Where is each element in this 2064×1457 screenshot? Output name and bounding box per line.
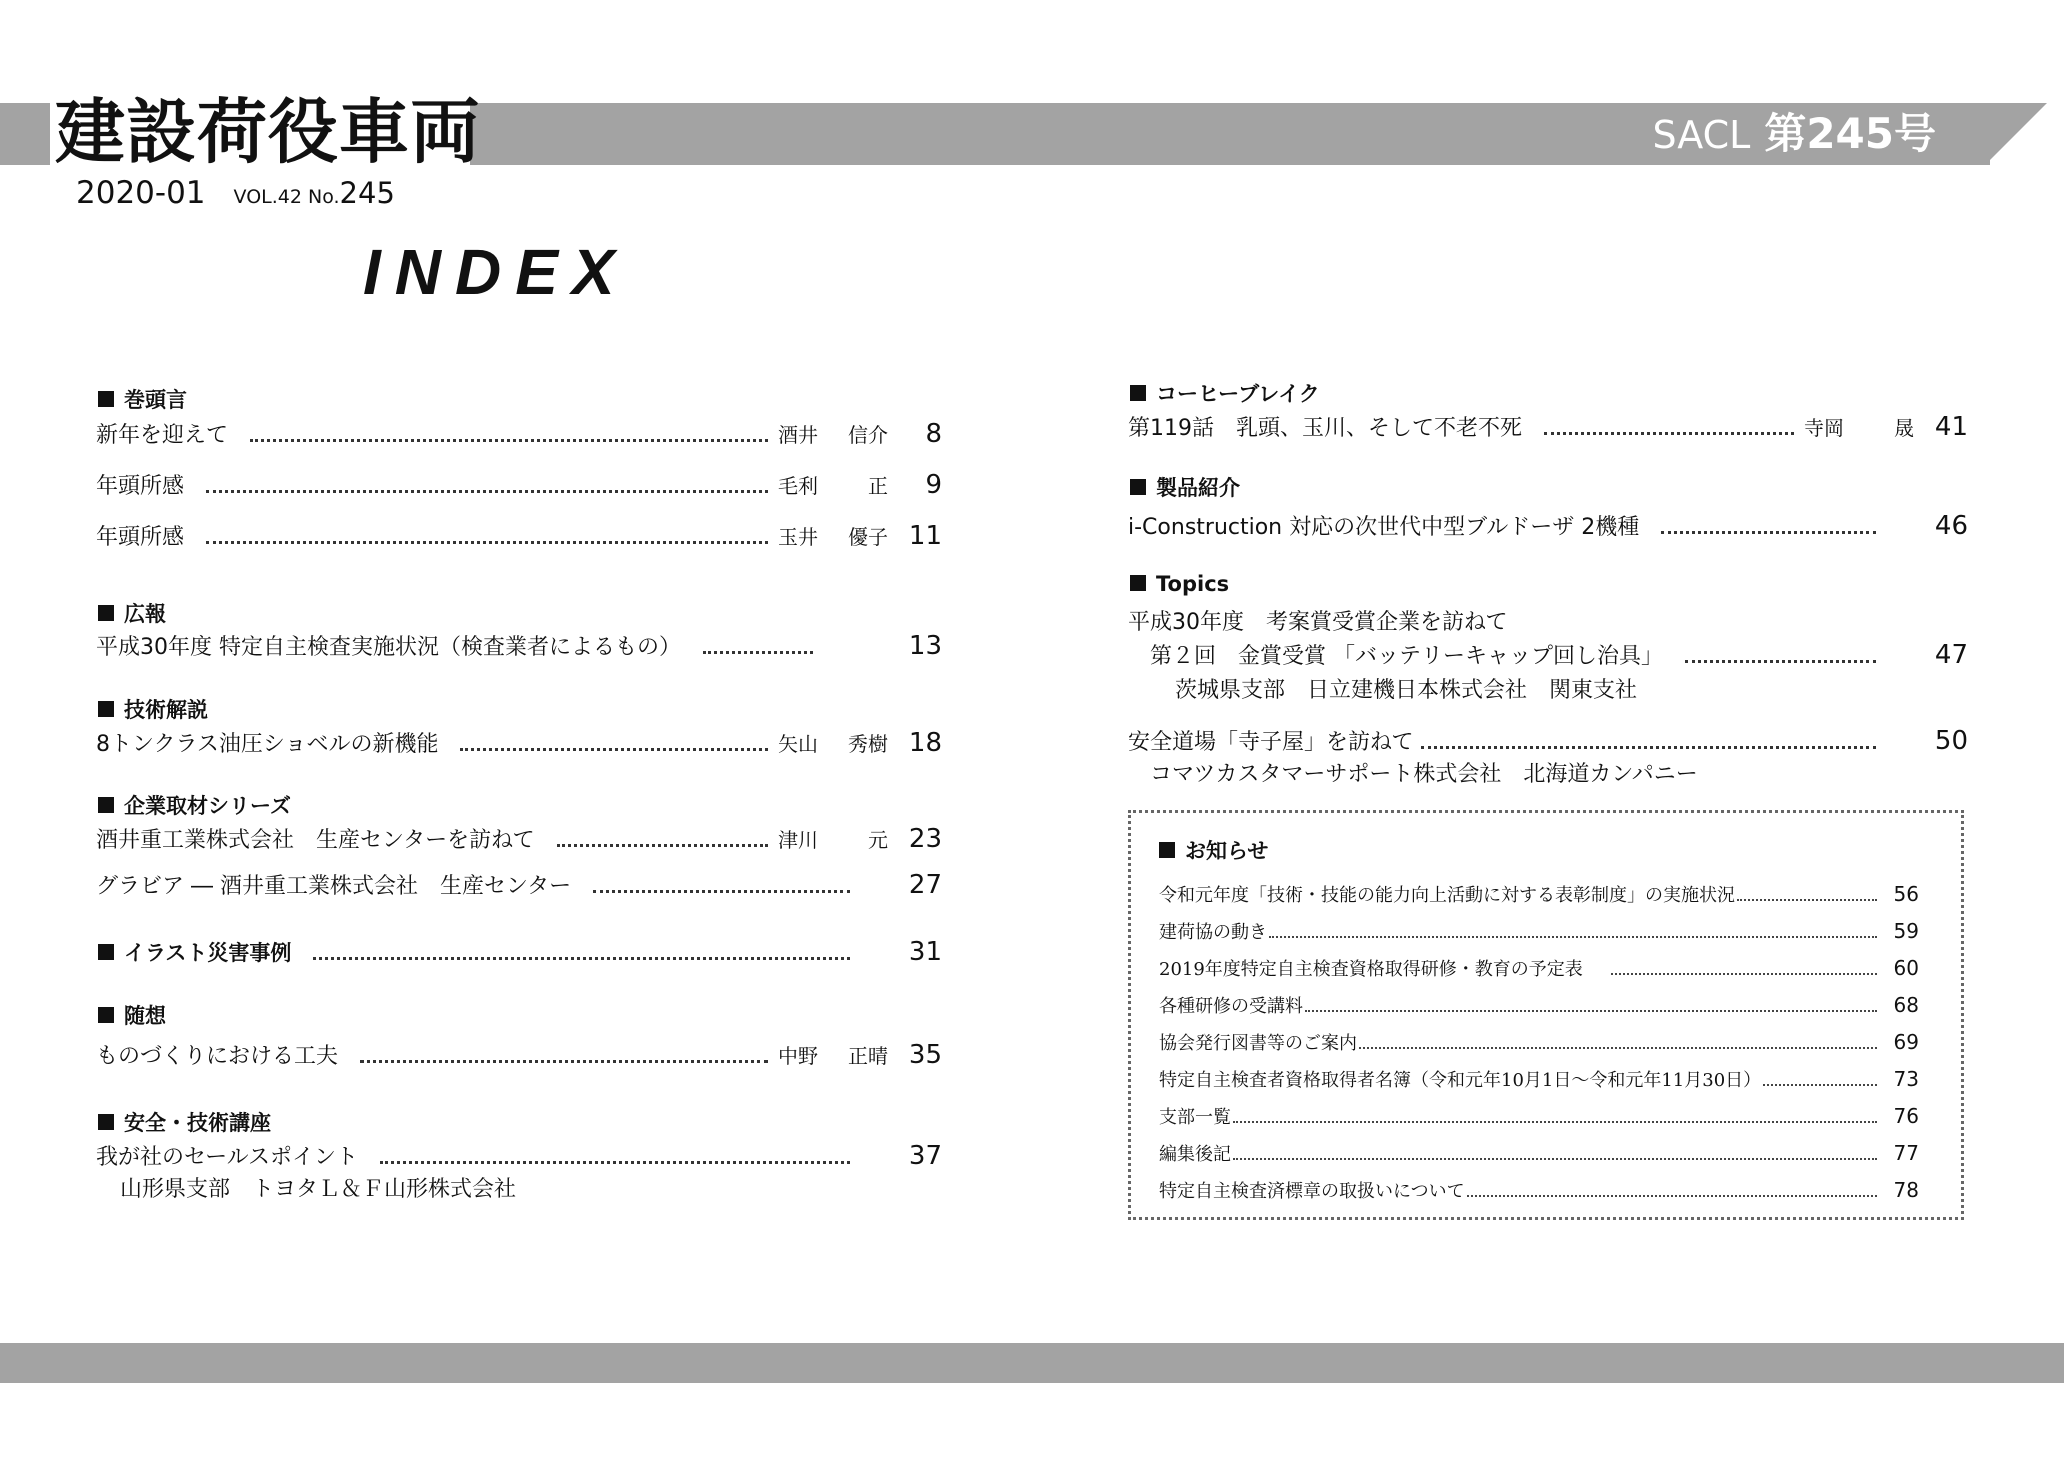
toc-entry[interactable]	[96, 1039, 942, 1070]
bullet-square-icon	[98, 1007, 114, 1023]
bullet-square-icon	[98, 391, 114, 407]
leader-dots	[1421, 746, 1876, 749]
entry-title: 協会発行図書等のご案内	[1159, 1033, 1357, 1054]
notice-entry[interactable]	[1159, 955, 1919, 981]
entry-title: 編集後記	[1159, 1144, 1231, 1165]
leader-dots	[1305, 1010, 1877, 1012]
notice-entry[interactable]	[1159, 1103, 1919, 1129]
leader-dots	[1359, 1047, 1877, 1049]
leader-dots	[313, 957, 850, 960]
entry-title: 特定自主検査者資格取得者名簿（令和元年10月1日～令和元年11月30日）	[1159, 1070, 1762, 1091]
issue-label	[1652, 108, 1936, 169]
section-heading: 広報	[98, 598, 166, 628]
toc-entry[interactable]	[96, 520, 942, 551]
entry-title: 8トンクラス油圧ショベルの新機能	[96, 732, 439, 757]
entry-page: 46	[1934, 511, 1968, 541]
toc-entry[interactable]	[1128, 510, 1968, 541]
header-band-corner	[1985, 103, 2047, 165]
issue-date: 2020-01	[76, 175, 206, 211]
entry-title: 各種研修の受講料	[1159, 996, 1303, 1017]
entry-title: 2019年度特定自主検査資格取得研修・教育の予定表	[1159, 959, 1583, 980]
entry-page: 37	[908, 1141, 942, 1171]
bullet-square-icon	[1130, 479, 1146, 495]
leader-dots	[1544, 432, 1794, 435]
entry-title: 安全道場「寺子屋」を訪ねて	[1128, 730, 1414, 755]
section-heading: 巻頭言	[98, 384, 187, 414]
entry-title: i-Construction 対応の次世代中型ブルドーザ 2機種	[1128, 515, 1640, 540]
leader-dots	[360, 1060, 768, 1063]
section-heading: Topics	[1130, 572, 1229, 596]
entry-title: グラビア ― 酒井重工業株式会社 生産センター	[96, 874, 572, 899]
leader-dots	[1737, 899, 1877, 901]
bullet-square-icon	[98, 1114, 114, 1130]
leader-dots	[1685, 660, 1876, 663]
entry-page: 18	[908, 728, 942, 758]
entry-page: 50	[1934, 726, 1968, 756]
toc-entry[interactable]	[96, 1140, 942, 1171]
entry-title: 特定自主検査済標章の取扱いについて	[1159, 1181, 1465, 1202]
notice-box	[1128, 810, 1964, 1220]
notice-entry[interactable]	[1159, 918, 1919, 944]
toc-entry[interactable]	[1128, 411, 1968, 442]
entry-title: 令和元年度「技術・技能の能力向上活動に対する表彰制度」の実施状況	[1159, 885, 1735, 906]
entry-page: 78	[1893, 1178, 1919, 1202]
entry-subtitle: コマツカスタマーサポート株式会社 北海道カンパニー	[1150, 762, 1698, 787]
section-heading: 技術解説	[98, 694, 208, 724]
entry-title: 平成30年度 考案賞受賞企業を訪ねて	[1128, 610, 1508, 635]
entry-author: 矢山 秀樹	[778, 732, 888, 756]
toc-entry[interactable]	[96, 418, 942, 449]
magazine-title: 建設荷役車両	[55, 91, 481, 173]
leader-dots	[460, 748, 768, 751]
entry-subtitle: 山形県支部 トヨタＬ＆Ｆ山形株式会社	[120, 1177, 517, 1202]
entry-page: 11	[908, 521, 942, 551]
issue-number: 第245号	[1764, 109, 1936, 158]
leader-dots	[1269, 936, 1877, 938]
entry-page: 13	[908, 631, 942, 661]
notice-entry[interactable]	[1159, 1066, 1919, 1092]
issue-prefix: SACL	[1652, 113, 1751, 157]
section-heading: 企業取材シリーズ	[98, 790, 291, 820]
entry-title: 年頭所感	[96, 525, 185, 550]
section-heading: 製品紹介	[1130, 472, 1240, 502]
entry-author: 玉井 優子	[778, 525, 888, 549]
notice-entry[interactable]	[1159, 1177, 1919, 1203]
toc-entry[interactable]	[1128, 725, 1968, 756]
notice-entry[interactable]	[1159, 1029, 1919, 1055]
entry-author: 津川 元	[778, 828, 888, 852]
toc-entry[interactable]	[96, 823, 942, 854]
leader-dots	[703, 651, 813, 654]
leader-dots	[593, 890, 850, 893]
entry-title: 新年を迎えて	[96, 423, 229, 448]
leader-dots	[557, 844, 768, 847]
toc-entry[interactable]	[96, 630, 942, 661]
notice-entry[interactable]	[1159, 881, 1919, 907]
toc-entry[interactable]	[96, 727, 942, 758]
leader-dots	[1661, 531, 1876, 534]
notice-entry[interactable]	[1159, 1140, 1919, 1166]
toc-entry[interactable]	[96, 469, 942, 500]
toc-entry[interactable]	[1150, 639, 1968, 670]
bullet-square-icon	[1159, 842, 1175, 858]
entry-title: ものづくりにおける工夫	[96, 1044, 339, 1069]
entry-page: 60	[1893, 956, 1919, 980]
entry-page: 56	[1893, 882, 1919, 906]
entry-page: 69	[1893, 1030, 1919, 1054]
bullet-square-icon	[1130, 385, 1146, 401]
toc-entry[interactable]	[98, 937, 942, 967]
entry-page: 59	[1893, 919, 1919, 943]
entry-page: 73	[1893, 1067, 1919, 1091]
section-heading: 随想	[98, 1000, 166, 1030]
bullet-square-icon	[98, 797, 114, 813]
notice-entry[interactable]	[1159, 992, 1919, 1018]
entry-title: 平成30年度 特定自主検査実施状況（検査業者によるもの）	[96, 635, 681, 660]
entry-author: 毛利 正	[778, 474, 888, 498]
leader-dots	[250, 439, 768, 442]
entry-page: 27	[908, 870, 942, 900]
leader-dots	[1233, 1158, 1877, 1160]
entry-author: 酒井 信介	[778, 423, 888, 447]
volume-number: 245	[339, 176, 395, 210]
entry-title: 年頭所感	[96, 474, 185, 499]
leader-dots	[206, 541, 768, 544]
leader-dots	[1467, 1195, 1877, 1197]
entry-page: 35	[908, 1040, 942, 1070]
entry-page: 31	[908, 937, 942, 967]
section-heading: コーヒーブレイク	[1130, 378, 1320, 408]
entry-author: 寺岡 晟	[1804, 416, 1914, 440]
section-heading: 安全・技術講座	[98, 1107, 271, 1137]
issue-date-line	[76, 175, 395, 211]
entry-title: 酒井重工業株式会社 生産センターを訪ねて	[96, 828, 535, 853]
entry-author: 中野 正晴	[778, 1044, 888, 1068]
entry-title: 第２回 金賞受賞 「バッテリーキャップ回し治具」	[1150, 644, 1663, 669]
entry-page: 77	[1893, 1141, 1919, 1165]
leader-dots	[206, 490, 768, 493]
entry-title: 建荷協の動き	[1159, 922, 1267, 943]
bullet-square-icon	[98, 701, 114, 717]
entry-page: 47	[1934, 640, 1968, 670]
entry-page: 41	[1934, 412, 1968, 442]
bullet-square-icon	[98, 605, 114, 621]
entry-page: 23	[908, 824, 942, 854]
toc-entry[interactable]	[96, 869, 942, 900]
entry-title: 第119話 乳頭、玉川、そして不老不死	[1128, 416, 1522, 441]
footer-band	[0, 1343, 2064, 1383]
entry-page: 8	[925, 419, 942, 449]
leader-dots	[1611, 973, 1877, 975]
section-heading: お知らせ	[1159, 835, 1268, 865]
header-band-left	[0, 103, 50, 165]
entry-page: 9	[925, 470, 942, 500]
entry-page: 76	[1893, 1104, 1919, 1128]
leader-dots	[1763, 1084, 1877, 1086]
entry-title: 我が社のセールスポイント	[96, 1145, 359, 1170]
entry-page: 68	[1893, 993, 1919, 1017]
bullet-square-icon	[98, 944, 114, 960]
entry-subtitle: 茨城県支部 日立建機日本株式会社 関東支社	[1175, 678, 1638, 703]
section-heading: イラスト災害事例	[98, 937, 291, 967]
bullet-square-icon	[1130, 575, 1146, 591]
entry-title: 支部一覧	[1159, 1107, 1231, 1128]
leader-dots	[1233, 1121, 1877, 1123]
volume-label: VOL.42 No.	[233, 186, 340, 208]
leader-dots	[380, 1161, 850, 1164]
index-heading: INDEX	[363, 236, 629, 308]
